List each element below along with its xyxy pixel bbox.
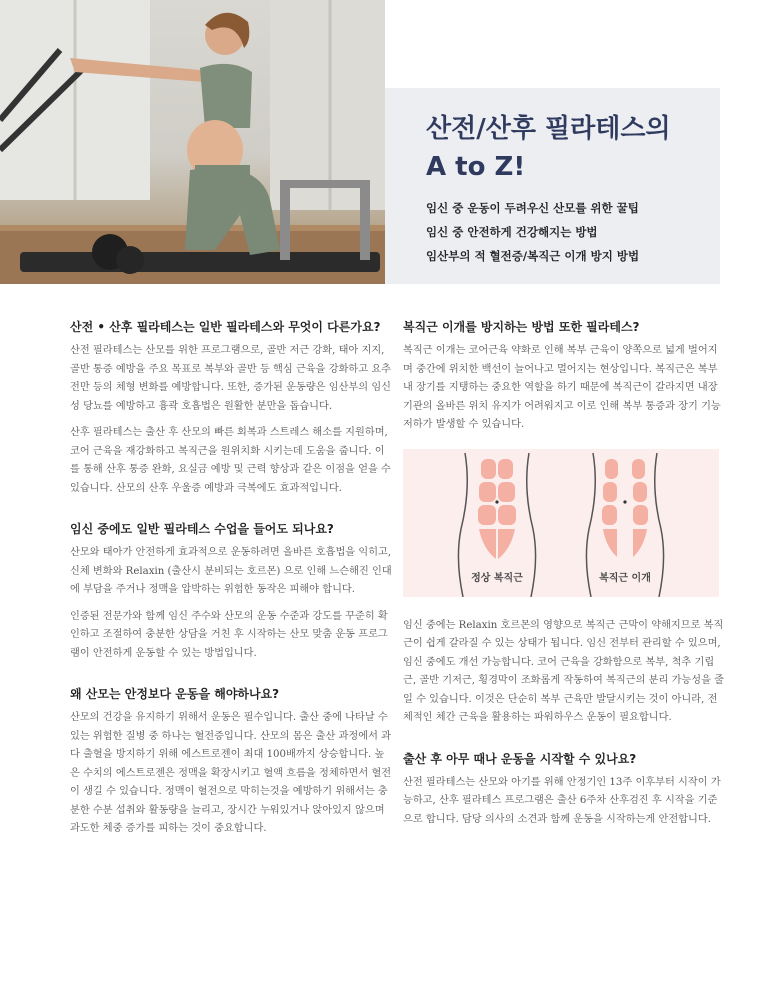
diagram-label-diastasis: 복직근 이개 [599,572,651,584]
page-title-line-2: A to Z! [426,152,526,182]
question-heading: 왜 산모는 안정보다 운동을 해야하나요? [70,687,280,701]
highlight-item: 임신 중 운동이 두려우신 산모를 위한 꿀팁 [426,201,639,215]
answer-paragraph: 산모의 건강을 유지하기 위해서 운동은 필수입니다. 출산 중에 나타날 수 있는 위험한 질병 중 하나는 혈전증입니다. 산모의 몸은 출산 과정에서 과다 출혈을 방지하기 위해 에스트로젠이 최대 100배까지 상승합니다. 높은 수치의 에스트로젠은 정맥을 확장시키고 혈액 흐름을 정체하면서 혈전이 생길 수 있습니다. 정맥이 혈전으로 막히는것을 예방하기 위해서는 충분한 수분 섭취와 활동량을 늘리고, 장시간 누워있거나 앉아있지 않으며 과도한 체중 증가를 피하는 것이 중요합니다. [70,712,392,834]
highlight-list [426,196,639,268]
highlight-item: 임산부의 적 혈전증/복직근 이개 방지 방법 [426,249,640,263]
question-heading: 산전 • 산후 필라테스는 일반 필라테스와 무엇이 다른가요? [70,320,381,334]
answer-paragraph: 산후 필라테스는 출산 후 산모의 빠른 회복과 스트레스 해소를 지원하며, 코어 근육을 재강화하고 복직근을 원위치화 시키는데 도움을 줍니다. 이를 통해 산후 통증 완화, 요실금 예방 및 근력 향상과 같은 이점을 얻을 수 있습니다. 산모의 산후 우울증 예방과 극복에도 효과적입니다. [70,427,391,494]
left-column [70,318,392,847]
right-column [403,318,725,837]
answer-paragraph: 산전 필라테스는 산모를 위한 프로그램으로, 골반 저근 강화, 태아 지지, 골반 통증 예방을 주요 목표로 복부와 골반 등 핵심 근육을 강화하고 요추 전만 등의 체형 변화를 예방합니다. 또한, 증가된 운동량은 임산부의 임신성 당뇨를 예방하고 흉곽 호흡법은 원활한 분만을 돕습니다. [70,345,392,412]
question-heading: 복직근 이개를 방지하는 방법 또한 필라테스? [403,320,640,334]
answer-paragraph: 산모와 태아가 안전하게 효과적으로 운동하려면 올바른 호흡법을 익히고, 신체 변화와 Relaxin (출산시 분비되는 호르몬) 으로 인해 느슨해진 인대에 부담을 주거나 정맥을 압박하는 위험한 동작은 피해야 합니다. [70,547,392,595]
diagram-label-normal: 정상 복직근 [471,572,523,584]
answer-paragraph: 산전 필라테스는 산모와 아기를 위해 안정기인 13주 이후부터 시작이 가능하고, 산후 필라테스 프로그램은 출산 6주차 산후검진 후 시작을 기준으로 합니다. 담당 의사의 소견과 함께 운동을 시작하는게 안전합니다. [403,776,721,825]
question-heading: 임신 중에도 일반 필라테스 수업을 들어도 되나요? [70,522,334,536]
page-title [426,110,671,186]
hero-photo [0,0,385,284]
question-heading: 출산 후 아무 때나 운동을 시작할 수 있나요? [403,751,637,766]
answer-paragraph: 인증된 전문가와 함께 임신 주수와 산모의 운동 수준과 강도를 꾸준히 확인하고 조절하여 충분한 상담을 거친 후 시작하는 산모 맞춤 운동 프로그램이 안전하게 운동할 수 있는 방법입니다. [70,610,388,659]
title-panel [385,88,720,284]
pilates-woman-illustration [0,0,385,284]
rectus-abdominis-diagram [403,449,719,597]
answer-paragraph: 임신 중에는 Relaxin 호르몬의 영향으로 복직근 근막이 약해지므로 복직근이 쉽게 갈라질 수 있는 상태가 됩니다. 임신 전부터 관리할 수 있으며, 임신 중에도 개선 가능합니다. 코어 근육을 강화함으로 복부, 척추 기립근, 골반 기저근, 횡경막이 조화롭게 작동하여 복직근의 분리 가능성을 줄일 수 있습니다. 이것은 단순히 복부 근육만 발달시키는 것이 아니라, 전체적인 체간 근육을 활용하는 파워하우스 운동이 필요합니다. [403,619,725,723]
answer-paragraph: 복직근 이개는 코어근육 약화로 인해 복부 근육이 양쪽으로 넓게 벌어지며 중간에 위치한 백선이 늘어나고 멀어지는 현상입니다. 복직근은 복부 내 장기를 지탱하는 중요한 역할을 하기 때문에 복직근이 갈라지면 내장기관의 올바른 위치 유지가 어려워지고 이로 인해 복부 통증과 장기 기능 저하가 발생할 수 있습니다. [403,345,721,430]
page-title-line-1: 산전/산후 필라테스의 [426,114,671,144]
highlight-item: 임신 중 안전하게 건강해지는 방법 [426,225,598,239]
